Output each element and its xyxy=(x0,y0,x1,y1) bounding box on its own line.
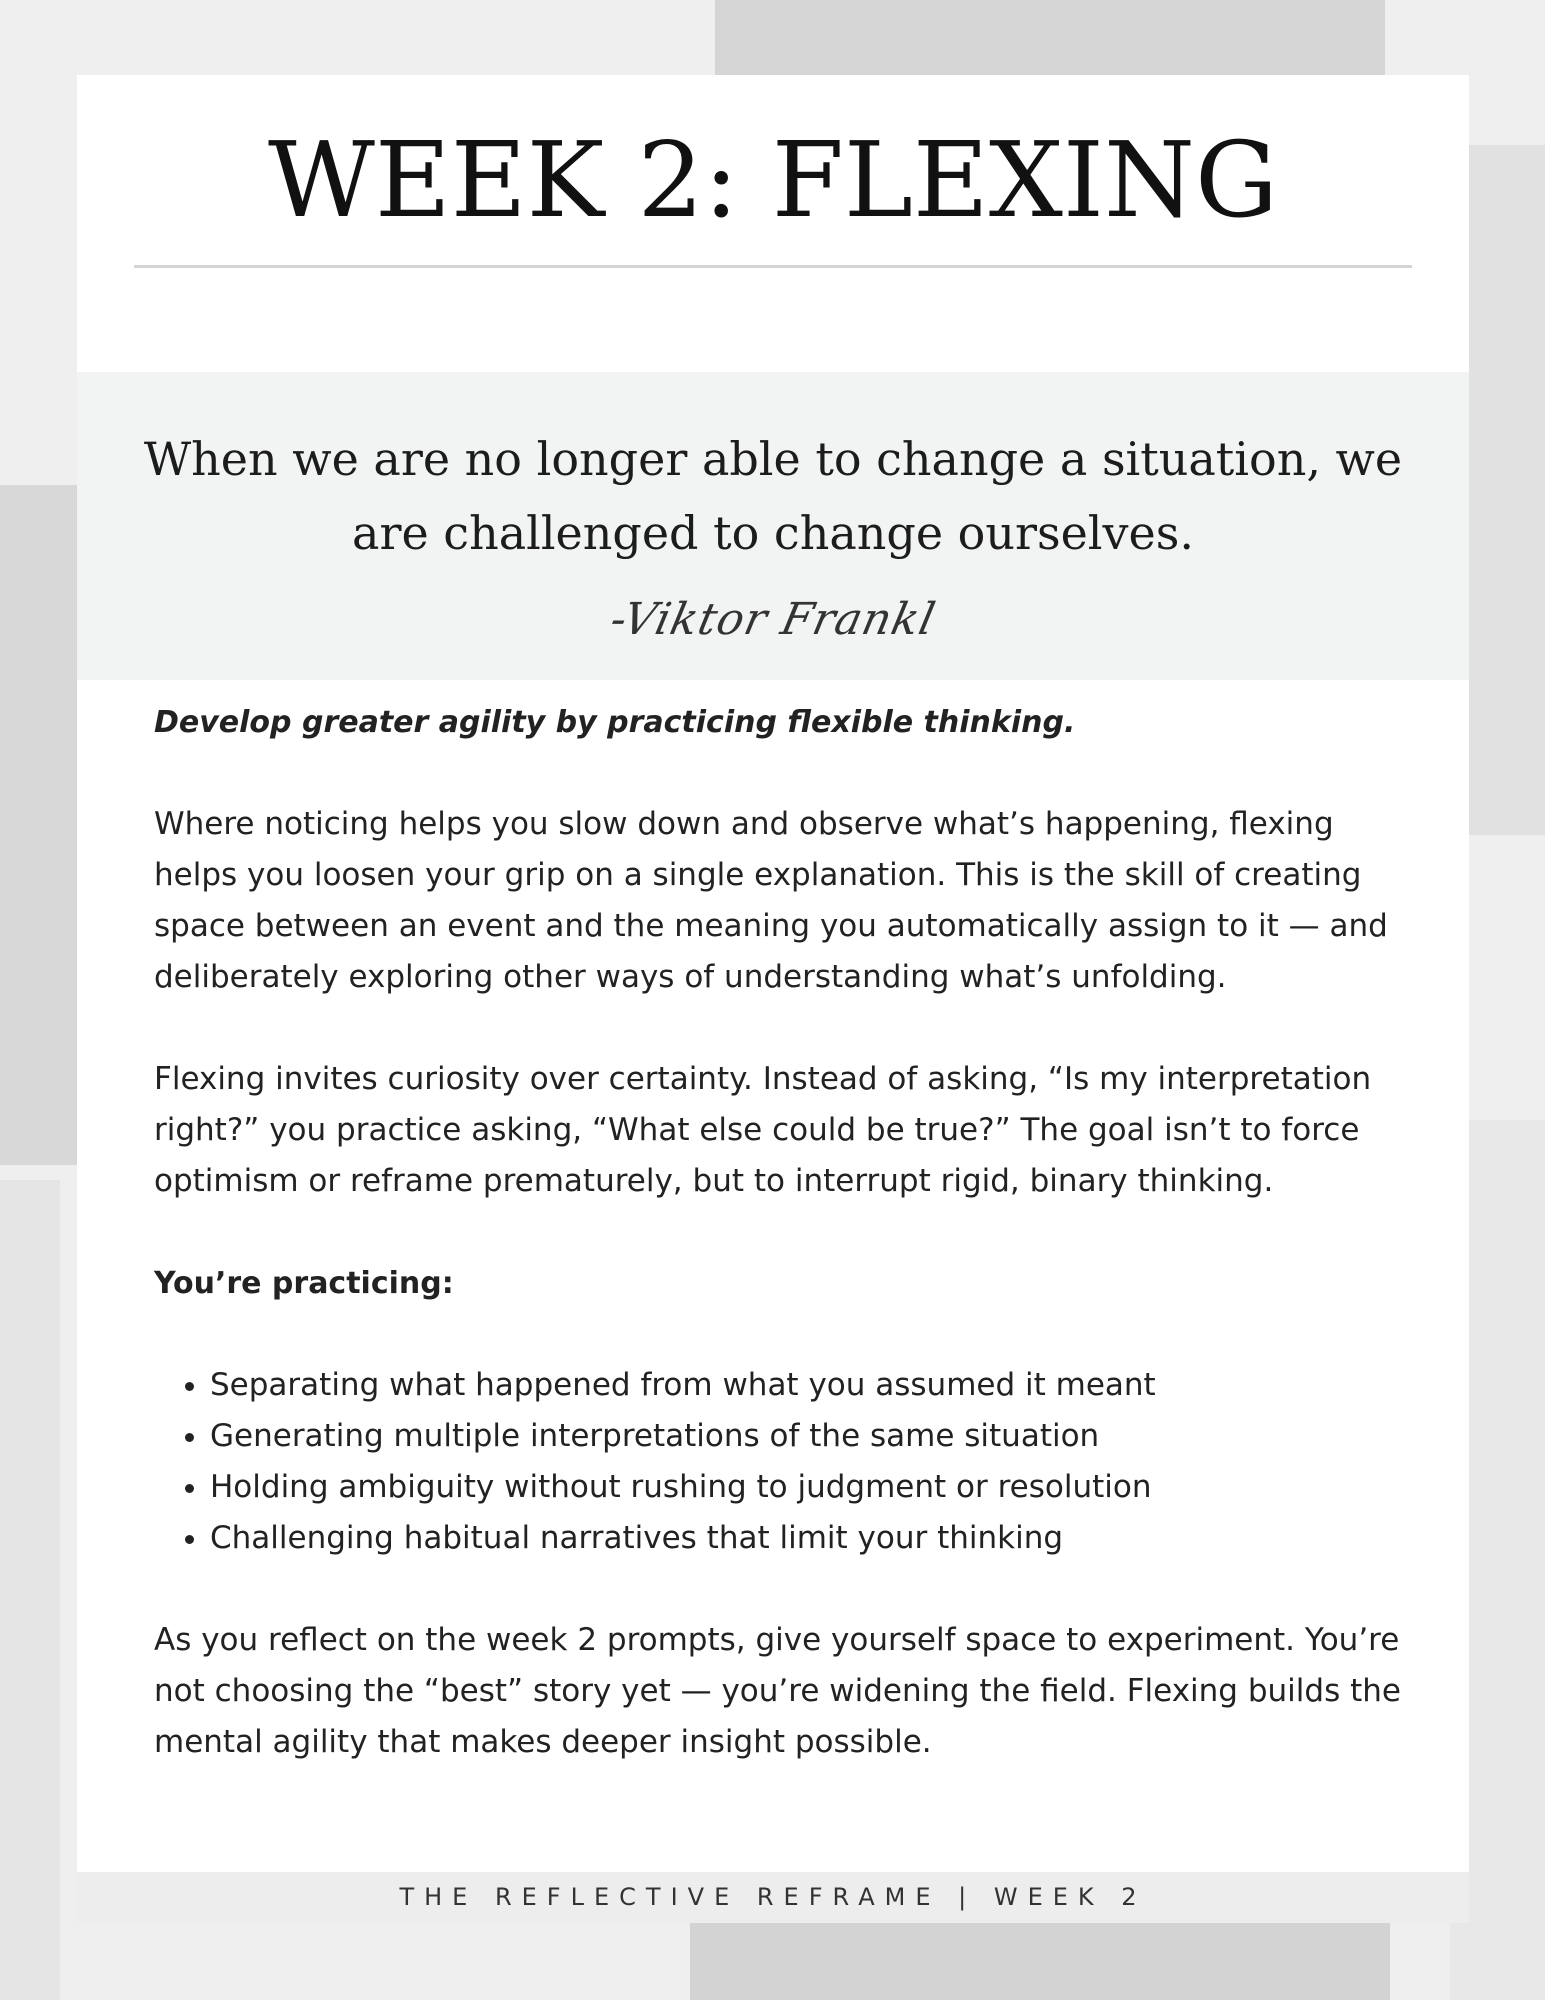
list-item: • Challenging habitual narratives that limit your thinking xyxy=(210,1513,1414,1564)
practicing-heading: You’re practicing: xyxy=(154,1266,454,1301)
background-block xyxy=(0,485,80,1165)
title-divider xyxy=(134,265,1412,268)
list-item: • Separating what happened from what you assumed it meant xyxy=(210,1360,1414,1411)
quote-text: When we are no longer able to change a situation, we are challenged to change ourselves. xyxy=(143,432,1403,560)
paragraph-noticing-flexing: Where noticing helps you slow down and observe what’s happening, flexing helps you loosen your grip on a single explanation. This is the skill of creating space between an event and the meaning you automatically assign to it — and deliberately exploring other ways of understanding what’s unfolding. xyxy=(154,806,1388,995)
background-block xyxy=(0,1180,60,2000)
background-block xyxy=(690,1920,1390,2000)
lead-sentence: Develop greater agility by practicing flexible thinking. xyxy=(154,705,1076,740)
background-block xyxy=(1465,145,1545,835)
paragraph-curiosity: Flexing invites curiosity over certainty. Instead of asking, “Is my interpretation right?” you practice asking, “What else could be true?” The goal isn’t to force optimism or reframe prematurely, but to interrupt rigid, binary thinking. xyxy=(154,1061,1372,1199)
list-item: • Holding ambiguity without rushing to judgment or resolution xyxy=(210,1462,1414,1513)
body-content xyxy=(154,697,1414,1819)
page-title: WEEK 2: FLEXING xyxy=(267,119,1279,241)
quote-signature: -Viktor Frankl xyxy=(605,594,941,645)
page-footer: THE REFLECTIVE REFRAME | WEEK 2 xyxy=(77,1872,1469,1923)
list-item: • Generating multiple interpretations of the same situation xyxy=(210,1411,1414,1462)
background-block xyxy=(715,0,1385,80)
quote-box xyxy=(77,372,1469,680)
paragraph-reflect: As you reflect on the week 2 prompts, give yourself space to experiment. You’re not choosing the “best” story yet — you’re widening the field. Flexing builds the mental agility that makes deeper insight possible. xyxy=(154,1622,1401,1760)
document-page xyxy=(77,75,1469,1923)
practice-list xyxy=(154,1360,1414,1564)
